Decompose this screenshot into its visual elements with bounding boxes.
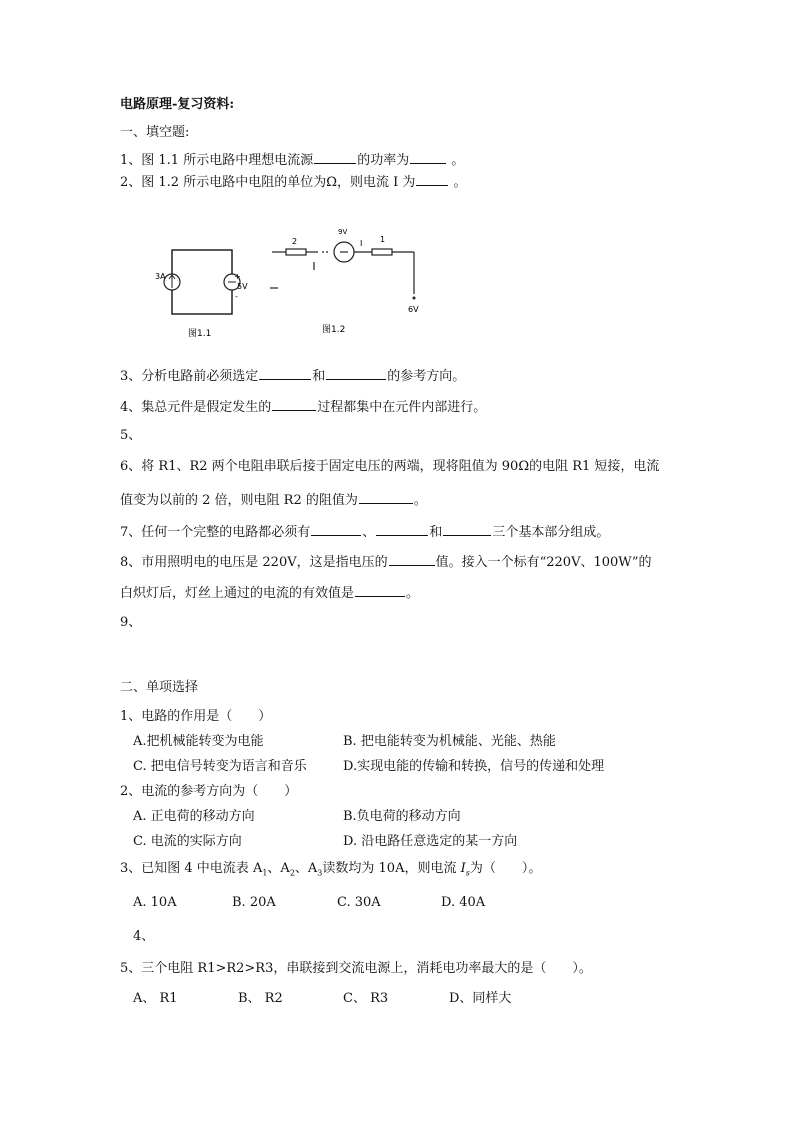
answer-blank (326, 366, 386, 380)
mc-q1-option-b: B. 把电能转变为机械能、光能、热能 (343, 734, 556, 749)
resistor-right-icon (372, 249, 392, 255)
fig1-label-left: 3A (155, 272, 166, 281)
answer-blank (311, 522, 361, 536)
fig1-caption: 图1.1 (188, 329, 212, 339)
doc-title: 电路原理-复习资料: (120, 97, 235, 112)
q3-fill: 3、分析电路前必须选定 和 的参考方向。 (120, 366, 465, 386)
fig2-node-v: 6V (408, 305, 419, 314)
answer-blank (259, 366, 311, 380)
mc-q1-option-c: C. 把电信号转变为语言和音乐 (133, 759, 307, 774)
mc-q2-option-d: D. 沿电路任意选定的某一方向 (343, 834, 518, 849)
answer-blank (272, 397, 316, 411)
fig2-r-left: 2 (292, 237, 298, 246)
mc-q3-stem: 3、已知图 4 中电流表 $A_1$、$A_2$、$A_3$读数均为 10A，则电流 $I_s$为（ ）。 (120, 861, 542, 878)
mc-q2-stem: 2、电流的参考方向为（ ） (120, 784, 298, 799)
answer-blank (416, 172, 448, 186)
fig2-source-v: 9V (338, 228, 348, 236)
section1-heading: 一、填空题: (120, 125, 190, 140)
mc-q5-stem: 5、三个电阻 R1>R2>R3，串联接到交流电源上，消耗电功率最大的是（ ）。 (120, 961, 592, 976)
q8-line2: 白炽灯后，灯丝上通过的电流的有效值是 。 (120, 583, 419, 603)
q6-line1: 6、将 R1、R2 两个电阻串联后接于固定电压的两端，现将阻值为 90Ω的电阻 R1 短接，电流 (120, 459, 660, 474)
figure-1-1 (150, 230, 260, 342)
mc-q5-option-c: C、 R3 (343, 991, 389, 1006)
q4-fill: 4、集总元件是假定发生的 过程都集中在元件内部进行。 (120, 397, 486, 417)
resistor-left-icon (286, 249, 306, 255)
mc-q1-stem: 1、电路的作用是（ ） (120, 709, 272, 724)
mc-q3-option-c: C. 30A (337, 895, 381, 910)
fig2-current: I (360, 239, 363, 248)
mc-q2-option-a: A. 正电荷的移动方向 (133, 809, 255, 824)
mc-q5-option-a: A、 R1 (133, 991, 178, 1006)
fig2-caption: 图1.2 (322, 325, 346, 335)
fig2-r-right: 1 (380, 235, 386, 244)
q6-line2: 值变为以前的 2 倍，则电阻 R2 的阻值为 。 (120, 490, 427, 510)
answer-blank (389, 552, 435, 566)
answer-blank (355, 583, 405, 597)
mc-q5-option-d: D、同样大 (449, 991, 512, 1006)
mc-q2-option-c: C. 电流的实际方向 (133, 834, 242, 849)
answer-blank (376, 522, 428, 536)
answer-blank (314, 150, 356, 164)
q1-fill: 1、图 1.1 所示电路中理想电流源 的功率为 。 (120, 150, 464, 170)
fig1-plus: + (234, 272, 241, 281)
answer-blank (359, 490, 413, 504)
q2-fill: 2、图 1.2 所示电路中电阻的单位为Ω，则电流 I 为 。 (120, 172, 467, 192)
answer-blank (443, 522, 491, 536)
mc-q5-option-b: B、 R2 (238, 991, 283, 1006)
q9-fill: 9、 (120, 615, 142, 630)
q8-line1: 8、市用照明电的电压是 220V，这是指电压的 值。接入一个标有“220V、100W”的 (120, 552, 652, 572)
section2-heading: 二、单项选择 (120, 680, 199, 695)
fig1-label-right: 5V (237, 282, 248, 291)
mc-q1-option-a: A.把机械能转变为电能 (133, 734, 264, 749)
figure-1-2 (266, 222, 436, 340)
mc-q2-option-b: B.负电荷的移动方向 (343, 809, 461, 824)
answer-blank (410, 150, 446, 164)
mc-q4-stem: 4、 (133, 929, 155, 944)
mc-q3-option-d: D. 40A (441, 895, 486, 910)
mc-q1-option-d: D.实现电能的传输和转换，信号的传递和处理 (343, 759, 605, 774)
q5-fill: 5、 (120, 428, 142, 443)
q7-fill: 7、任何一个完整的电路都必须有 、 和 三个基本部分组成。 (120, 522, 609, 542)
fig1-minus: - (235, 292, 238, 301)
mc-q3-option-a: A. 10A (133, 895, 177, 910)
mc-q3-option-b: B. 20A (232, 895, 276, 910)
